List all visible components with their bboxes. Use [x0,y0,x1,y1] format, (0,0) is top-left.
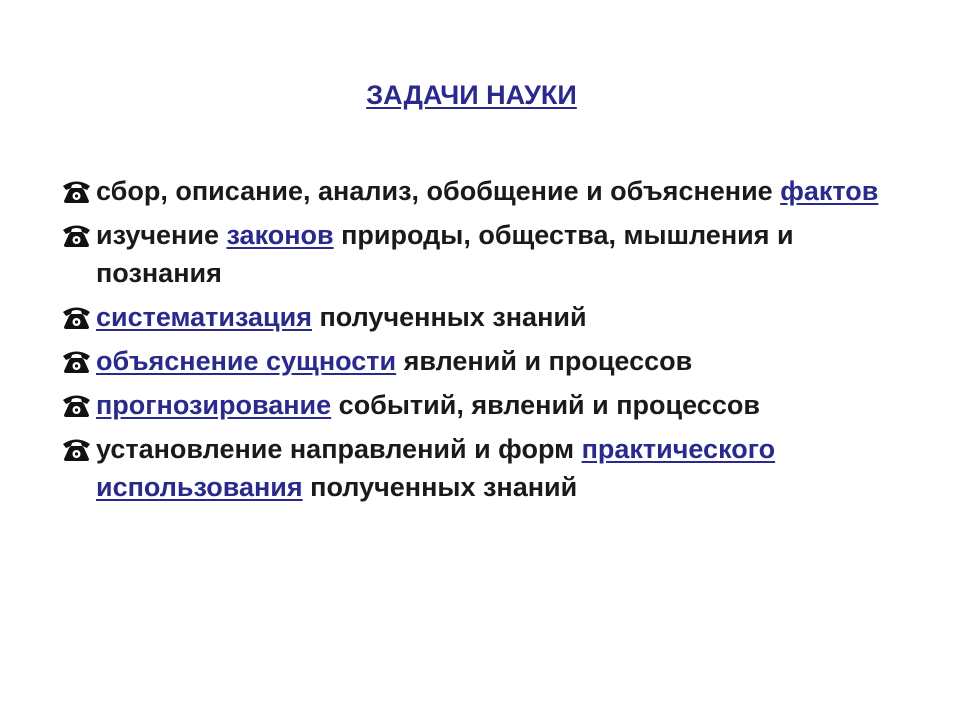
telephone-icon [58,216,94,254]
slide-title-wrapper [0,80,943,111]
item-link[interactable]: объяснение сущности [96,346,397,376]
item-text-after: полученных знаний [312,302,587,332]
item-link[interactable]: прогнозирование [96,390,332,420]
telephone-icon [58,298,94,336]
item-link[interactable]: законов [226,220,334,250]
slide-title-link[interactable]: ЗАДАЧИ НАУКИ [366,80,577,110]
item-link[interactable]: систематизация [96,302,312,332]
telephone-icon [58,386,94,424]
list-item [58,172,918,210]
item-text-after: явлений и процессов [396,346,693,376]
tasks-list [58,172,918,512]
item-text: установление направлений и форм [96,434,582,464]
telephone-icon [58,430,94,468]
item-text: сбор, описание, анализ, обобщение и объяснение [96,176,781,206]
item-link[interactable]: практического использования [96,434,776,502]
item-text-after: полученных знаний [302,472,578,502]
list-item [58,430,918,506]
item-text-after: природы, общества, мышления и познания [96,220,794,288]
item-link[interactable]: фактов [780,176,879,206]
item-text: изучение [96,220,227,250]
list-item [58,342,918,380]
list-item [58,298,918,336]
list-item [58,216,918,292]
list-item [58,386,918,424]
item-text-after: событий, явлений и процессов [331,390,760,420]
telephone-icon [58,342,94,380]
telephone-icon [58,172,94,210]
